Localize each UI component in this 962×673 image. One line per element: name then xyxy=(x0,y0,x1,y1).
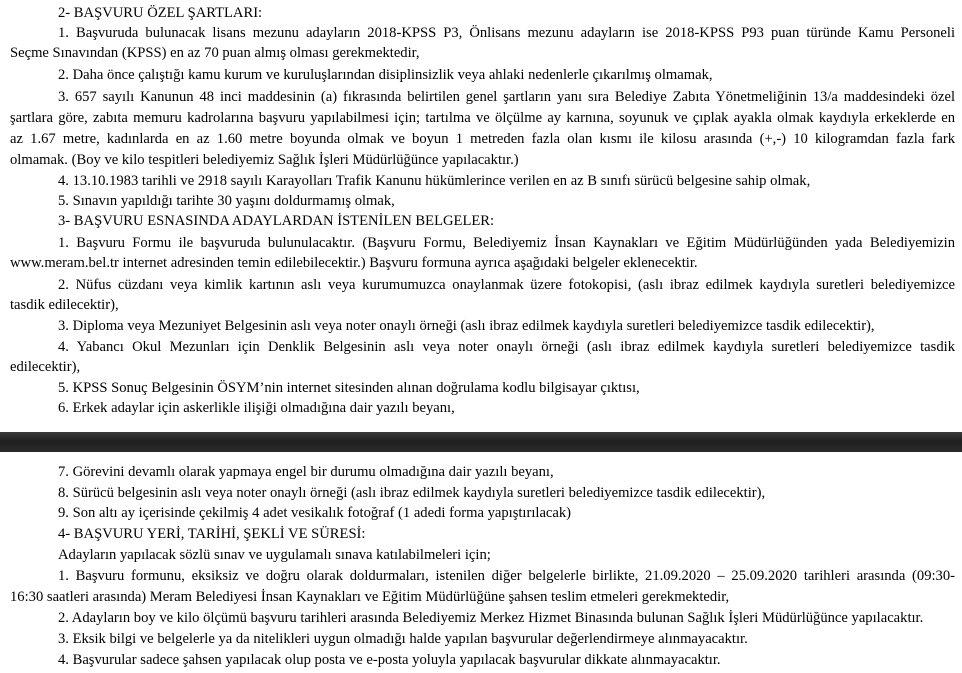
application-intro: Adayların yapılacak sözlü sınav ve uygulamalı sınava katılabilmeleri için; xyxy=(58,547,491,563)
document-1-line-2: www.meram.bel.tr internet adresinden temin edilebilecektir.) Başvuru formuna ayrıca aşağıdaki belgeler eklenecektir. xyxy=(10,255,698,271)
application-3: 3. Eksik bilgi ve belgelerle ya da nitelikleri uygun olmadığı halde yapılan başvurular değerlendirmeye alınmayacaktır. xyxy=(58,631,748,647)
application-1-line-2: 16:30 saatleri arasında) Meram Belediyesi İnsan Kaynakları ve Eğitim Müdürlüğüne şahsen teslim etmeleri gerekmektedir, xyxy=(10,589,730,605)
document-8: 8. Sürücü belgesinin aslı veya noter onaylı örneği (aslı ibraz edilmek kaydıyla suretleri belediyemizce tasdik edilecektir), xyxy=(58,485,766,501)
requirement-3-line-3: az 1.67 metre, kadınlarda en az 1.60 metre boyunda olmak ve boyun 1 metreden fazla olan kısmı ile kilosu arasında (+,-) 10 kilogramdan fazla fark xyxy=(10,131,955,147)
requirement-1-line-1: 1. Başvuruda bulunacak lisans mezunu adayların 2018-KPSS P3, Önlisans mezunu adayların ise 2018-KPSS P93 puan türünde Kamu Personeli xyxy=(58,25,955,41)
application-1-line-1: 1. Başvuru formunu, eksiksiz ve doğru olarak doldurmaları, istenilen diğer belgelerle birlikte, 21.09.2020 – 25.09.2020 tarihleri arasında (09:30- xyxy=(58,568,955,584)
document-2-line-1: 2. Nüfus cüzdanı veya kimlik kartının aslı veya kurumumuzca onaylanmak üzere fotokopisi, (aslı ibraz edilmek kaydıyla suretleri belediyemizce xyxy=(58,277,955,293)
document-5: 5. KPSS Sonuç Belgesinin ÖSYM’nin internet sitesinden alınan doğrulama kodlu bilgisayar çıktısı, xyxy=(58,380,640,396)
requirement-3-line-1: 3. 657 sayılı Kanunun 48 inci maddesinin (a) fıkrasında belirtilen genel şartların yanı sıra Belediye Zabıta Yönetmeliğinin 13/a maddesindeki özel xyxy=(58,89,955,105)
section-heading-2: 2- BAŞVURU ÖZEL ŞARTLARI: xyxy=(58,5,263,21)
section-heading-3: 3- BAŞVURU ESNASINDA ADAYLARDAN İSTENİLEN BELGELER: xyxy=(58,213,495,229)
document-page-2 xyxy=(0,452,962,673)
requirement-5: 5. Sınavın yapıldığı tarihte 30 yaşını doldurmamış olmak, xyxy=(58,193,395,209)
requirement-3-line-4: olmamak. (Boy ve kilo tespitleri belediyemiz Sağlık İşleri Müdürlüğünce yapılacaktır.) xyxy=(10,152,519,168)
document-9: 9. Son altı ay içerisinde çekilmiş 4 adet vesikalık fotoğraf (1 adedi forma yapıştırılacak) xyxy=(58,505,572,521)
document-1-line-1: 1. Başvuru Formu ile başvuruda bulunulacaktır. (Başvuru Formu, Belediyemiz İnsan Kaynakları ve Eğitim Müdürlüğünden yada Belediyemizin xyxy=(58,235,955,251)
application-2: 2. Adayların boy ve kilo ölçümü başvuru tarihleri arasında Belediyemiz Merkez Hizmet Binasında bulunan Sağlık İşleri Müdürlüğünce yapılacaktır. xyxy=(58,610,924,626)
document-2-line-2: tasdik edilecektir), xyxy=(10,297,119,313)
page-break-divider xyxy=(0,432,962,452)
requirement-2: 2. Daha önce çalıştığı kamu kurum ve kuruluşlarından disiplinsizlik veya ahlaki nedenlerle çıkarılmış olmamak, xyxy=(58,67,713,83)
document-4-line-2: edilecektir), xyxy=(10,359,81,375)
requirement-4: 4. 13.10.1983 tarihli ve 2918 sayılı Karayolları Trafik Kanunu hükümlerince verilen en az B sınıfı sürücü belgesine sahip olmak, xyxy=(58,173,811,189)
requirement-1-line-2: Seçme Sınavından (KPSS) en az 70 puan almış olması gerekmektedir, xyxy=(10,45,420,61)
application-4: 4. Başvurular sadece şahsen yapılacak olup posta ve e-posta yoluyla yapılacak başvurular dikkate alınmayacaktır. xyxy=(58,652,721,668)
requirement-3-line-2: şartlara göre, zabıta memuru kadrolarına başvuru yapılabilmesi için; tartılma ve ölçülme ay karnına, soyunuk ve çıplak ayakla olmak kaydıyla erkeklerde en xyxy=(10,110,955,126)
section-heading-4: 4- BAŞVURU YERİ, TARİHİ, ŞEKLİ VE SÜRESİ: xyxy=(58,526,366,542)
document-6: 6. Erkek adaylar için askerlikle ilişiği olmadığına dair yazılı beyanı, xyxy=(58,400,455,416)
document-7: 7. Görevini devamlı olarak yapmaya engel bir durumu olmadığına dair yazılı beyanı, xyxy=(58,464,554,480)
document-3: 3. Diploma veya Mezuniyet Belgesinin aslı veya noter onaylı örneği (aslı ibraz edilmek kaydıyla suretleri belediyemizce tasdik edilecektir), xyxy=(58,318,875,334)
document-4-line-1: 4. Yabancı Okul Mezunları için Denklik Belgesinin aslı veya noter onaylı örneği (aslı ibraz edilmek kaydıyla suretleri belediyemizce tasdik xyxy=(58,339,955,355)
